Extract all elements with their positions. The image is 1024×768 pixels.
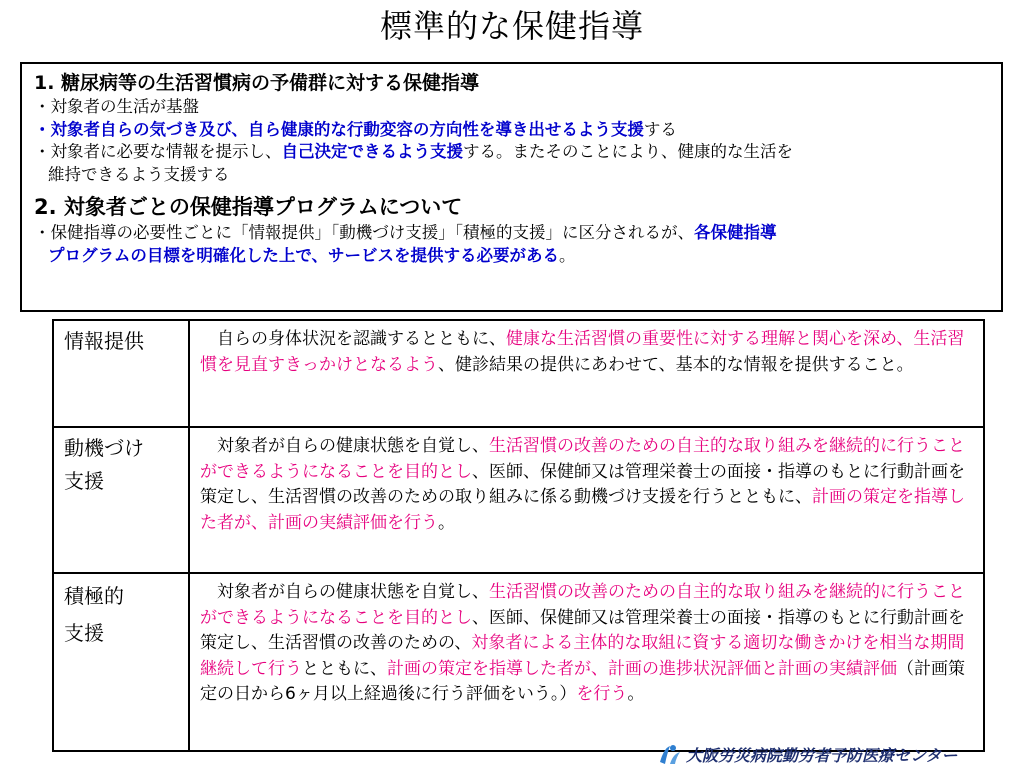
row-info-emphasis: 健康な生活習慣の重要性に対する理解と関心を深め、生活習慣を見直すきっかけとなるよう [200, 329, 965, 375]
row-active-emphasis-3: 計画の策定を指導した者が、計画の進捗状況評価と計画の実績評価 [387, 658, 897, 679]
section2-heading: 2. 対象者ごとの保健指導プログラムについて [34, 195, 463, 219]
page-title: 標準的な保健指導 [379, 7, 644, 45]
section1-bullet-3-tail: する。またそのことにより、健康的な生活を [463, 142, 793, 161]
row-label-motivation: 動機づけ 支援 [53, 427, 189, 573]
section1-bullet-2 [34, 119, 991, 142]
section2-bullet-1-emphasis-b: プログラムの目標を明確化した上で、サービスを提供する必要がある [48, 245, 560, 265]
row-label-info: 情報提供 [53, 320, 189, 427]
section1-bullet-3-emphasis: 自己決定できるよう支援 [281, 142, 463, 161]
section1-bullet-3 [34, 141, 991, 164]
table-row-info [53, 320, 984, 427]
section2-bullet-1-end: 。 [559, 245, 576, 265]
footer-organization [658, 740, 1024, 768]
table-row-motivation [53, 427, 984, 573]
row-motivation-emphasis-1: 生活習慣の改善のための自主的な取り組みを継続的に行うことができるようになることを目的とし [200, 436, 965, 482]
row-desc-motivation: 対象者が自らの健康状態を自覚し、生活習慣の改善のための自主的な取り組みを継続的に行うことができるようになることを目的とし、医師、保健師又は管理栄養士の面接・指導のもとに行動計画を策定し、生活習慣の改善のための取り組みに係る動機づけ支援を行うとともに、計画の策定を指導した者が、計画の実績評価を行う。 [189, 427, 984, 573]
row-desc-active: 対象者が自らの健康状態を自覚し、生活習慣の改善のための自主的な取り組みを継続的に行うことができるようになることを目的とし、医師、保健師又は管理栄養士の面接・指導のもとに行動計画を策定し、生活習慣の改善のための、対象者による主体的な取組に資する適切な働きかけを相当な期間継続して行うとともに、計画の策定を指導した者が、計画の進捗状況評価と計画の実績評価（計画策定の日から6ヶ月以上経過後に行う評価をいう。）を行う。 [189, 573, 984, 751]
section1-bullet-1: ・対象者の生活が基盤 [34, 97, 199, 116]
section2-bullet-1-emphasis-a: 各保健指導 [694, 223, 777, 242]
section2-bullet-1 [34, 222, 991, 245]
row-motivation-emphasis-2: 計画の策定を指導した者が、計画の実績評価を行う [200, 487, 965, 533]
row-active-emphasis-4: を行う [576, 684, 628, 704]
section1-bullet-3-lead: ・対象者に必要な情報を提示し、 [34, 142, 282, 161]
table-row-active [53, 573, 984, 751]
guidance-program-table [52, 319, 985, 752]
row-label-active: 積極的 支援 [53, 573, 189, 751]
row-active-emphasis-1: 生活習慣の改善のための自主的な取り組みを継続的に行うことができるようになることを目的とし [200, 582, 965, 628]
section2-bullet-1-continuation [34, 245, 991, 268]
row-desc-info: 自らの身体状況を認識するとともに、健康な生活習慣の重要性に対する理解と関心を深め、生活習慣を見直すきっかけとなるよう、健診結果の提供にあわせて、基本的な情報を提供すること。 [189, 320, 984, 427]
row-active-emphasis-2: 対象者による主体的な取組に資する適切な働きかけを相当な期間継続して行う [200, 633, 965, 679]
organization-logo-icon [658, 742, 684, 766]
guidance-summary-box [20, 62, 1003, 312]
organization-name: 大阪労災病院勤労者予防医療センター [686, 745, 958, 765]
section2-bullet-1-lead: ・保健指導の必要性ごとに「情報提供」「動機づけ支援」「積極的支援」に区分されるが、 [34, 223, 694, 242]
section1-bullet-3-continuation: 維持できるよう支援する [48, 164, 230, 184]
section1-bullet-2-tail: する [643, 119, 677, 139]
section1-bullet-2-emphasis: ・対象者自らの気づき及び、自ら健康的な行動変容の方向性を導き出せるよう支援 [34, 119, 644, 139]
section1-heading: 1. 糖尿病等の生活習慣病の予備群に対する保健指導 [34, 72, 480, 94]
